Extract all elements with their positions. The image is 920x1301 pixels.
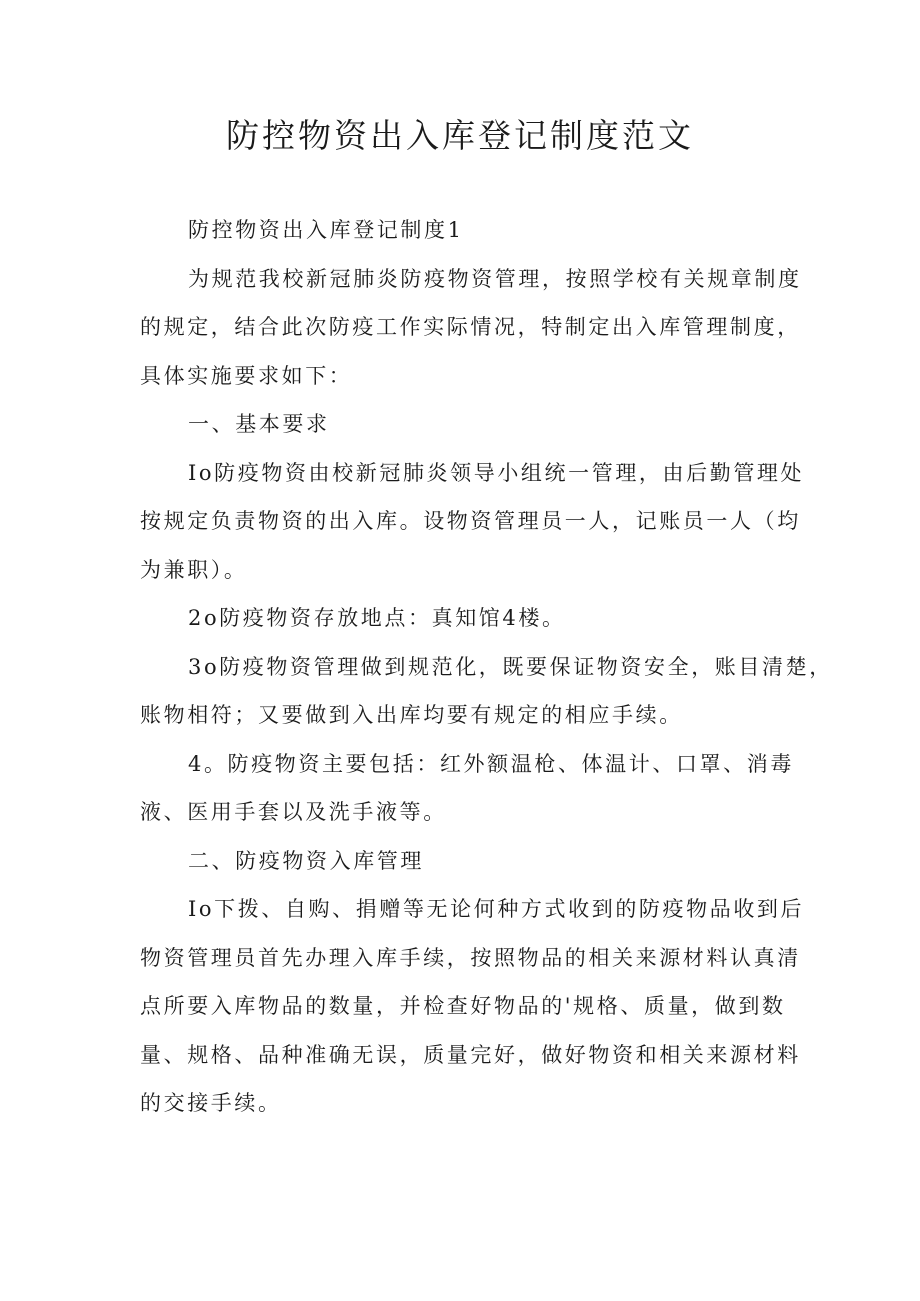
intro-paragraph (140, 255, 802, 401)
item-2-paragraph (140, 594, 788, 643)
item-5-paragraph (140, 885, 805, 1128)
item-4-paragraph (140, 740, 794, 837)
sub-title: 防控物资出入库登记制度1 (188, 218, 464, 242)
text-line: 量、规格、品种准确无误，质量完好，做好物资和相关来源材料 (140, 1042, 801, 1067)
text-line: 4。防疫物资主要包括：红外额温枪、体温计、口罩、消毒 (188, 751, 794, 776)
text-line: 具体实施要求如下： (140, 363, 353, 388)
document-title: 防控物资出入库登记制度范文 (226, 116, 694, 155)
text-line: Io下拨、自购、捐赠等无论何种方式收到的防疫物品收到后 (188, 897, 805, 921)
section-heading-inbound-management: 二、防疫物资入库管理 (188, 848, 424, 873)
text-line: 账物相符；又要做到入出库均要有规定的相应手续。 (140, 703, 683, 727)
section-heading-basic-requirements: 一、基本要求 (188, 412, 330, 436)
text-line: 为兼职）。 (140, 557, 248, 582)
text-line: 按规定负责物资的出入库。设物资管理员一人，记账员一人（均 (140, 509, 801, 533)
document-body (140, 206, 833, 1128)
text-line: 的交接手续。 (140, 1091, 282, 1115)
item-1-paragraph (140, 449, 805, 595)
text-line: Io防疫物资由校新冠肺炎领导小组统一管理，由后勤管理处 (188, 460, 805, 485)
text-line: 3o防疫物资管理做到规范化，既要保证物资安全，账目清楚， (188, 654, 833, 679)
text-line: 的规定，结合此次防疫工作实际情况，特制定出入库管理制度， (140, 315, 801, 339)
text-line: 液、医用手套以及洗手液等。 (140, 800, 447, 824)
text-line: 物资管理员首先办理入库手续，按照物品的相关来源材料认真清 (140, 945, 801, 970)
text-line: 为规范我校新冠肺炎防疫物资管理，按照学校有关规章制度 (188, 266, 802, 291)
text-line: 2o防疫物资存放地点：真知馆4楼。 (188, 606, 566, 630)
text-line: 点所要入库物品的数量，并检查好物品的'规格、质量，做到数 (140, 994, 786, 1018)
item-3-paragraph (140, 643, 833, 740)
